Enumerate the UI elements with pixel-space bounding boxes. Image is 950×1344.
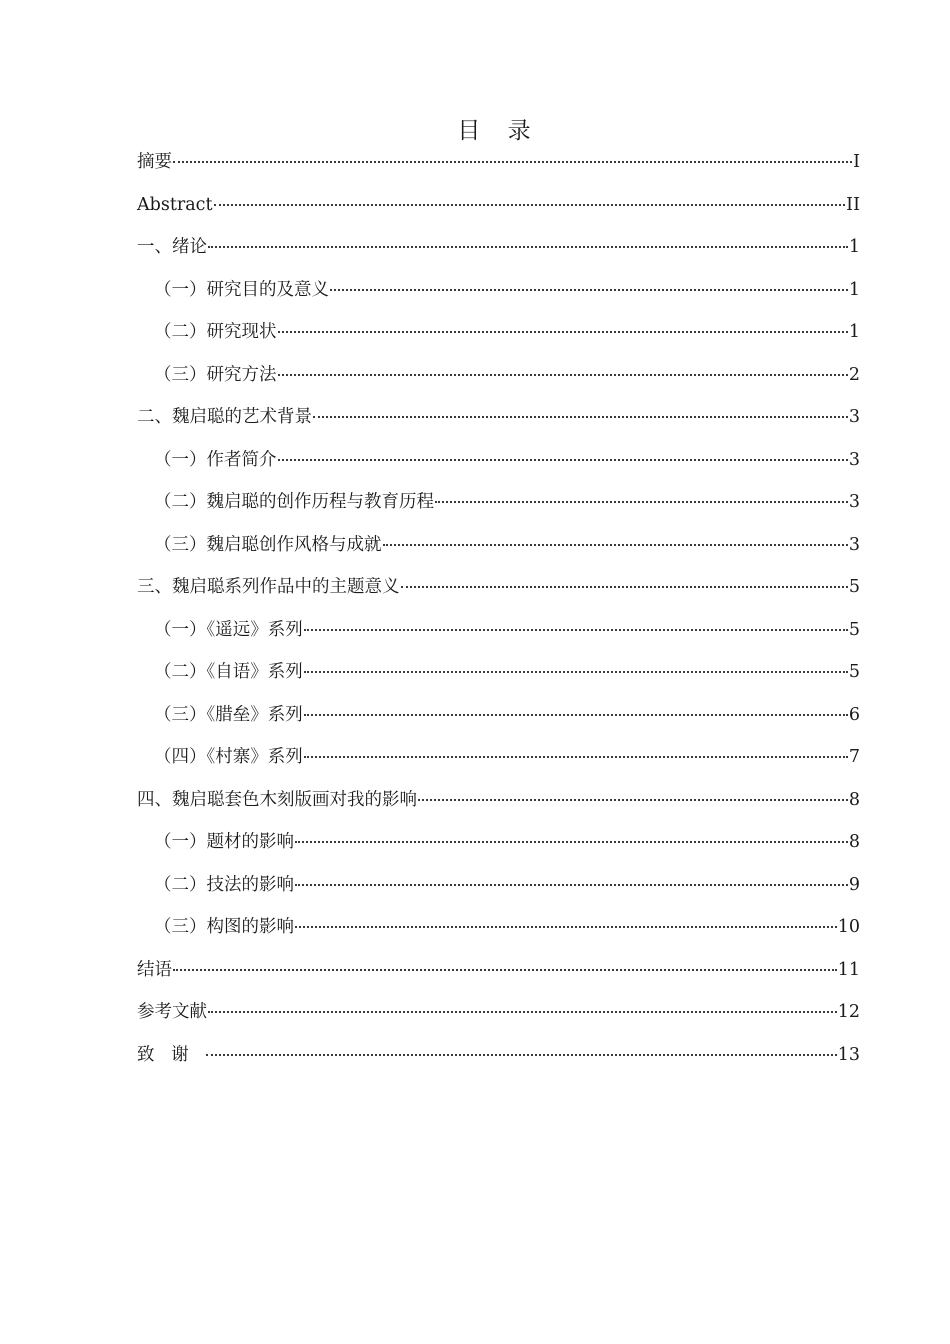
dot-leader: [206, 1053, 836, 1056]
toc-entry-title: （一）作者简介: [154, 449, 277, 470]
dot-leader: [278, 458, 848, 461]
toc-entry-page-number: 8: [848, 832, 860, 852]
dot-leader: [304, 713, 848, 716]
toc-entry-page-number: II: [846, 194, 860, 215]
toc-entry[interactable]: [137, 311, 860, 354]
toc-entry[interactable]: [137, 864, 860, 907]
table-of-contents: [137, 141, 860, 1076]
toc-entry[interactable]: [137, 991, 860, 1034]
toc-entry-title: 致谢: [137, 1044, 206, 1065]
dot-leader: [208, 1010, 837, 1013]
dot-leader: [330, 288, 848, 291]
toc-entry[interactable]: [137, 439, 860, 482]
dot-leader: [295, 883, 848, 886]
dot-leader: [313, 415, 848, 418]
dot-leader: [383, 543, 848, 546]
dot-leader: [295, 925, 837, 928]
toc-entry-title: （三）魏启聪创作风格与成就: [154, 534, 382, 555]
toc-entry-title: 三、魏启聪系列作品中的主题意义: [137, 577, 400, 597]
dot-leader: [173, 968, 837, 971]
dot-leader: [173, 160, 852, 163]
toc-entry[interactable]: [137, 269, 860, 312]
toc-entry-page-number: 1: [848, 279, 860, 300]
toc-entry-title: （一）研究目的及意义: [154, 279, 329, 300]
dot-leader: [304, 628, 848, 631]
toc-entry-page-number: 5: [848, 619, 860, 640]
toc-entry-title: 四、魏启聪套色木刻版画对我的影响: [137, 789, 417, 810]
dot-leader: [278, 330, 848, 333]
toc-entry[interactable]: [137, 779, 860, 822]
toc-entry-page-number: I: [853, 152, 860, 172]
page-title: 目 录: [457, 118, 541, 144]
toc-entry[interactable]: [137, 524, 860, 567]
toc-entry[interactable]: [137, 694, 860, 737]
toc-entry-title: 一、绪论: [137, 237, 207, 257]
toc-entry-page-number: 11: [837, 959, 860, 980]
toc-entry-title: 摘要: [137, 152, 172, 172]
toc-entry-page-number: 2: [848, 364, 860, 385]
toc-entry-title: （二）魏启聪的创作历程与教育历程: [154, 492, 434, 512]
toc-entry[interactable]: [137, 609, 860, 652]
dot-leader: [401, 585, 848, 588]
toc-entry-title: （二）《自语》系列: [154, 662, 303, 682]
toc-entry-title: 参考文献: [137, 1002, 207, 1022]
dot-leader: [435, 500, 848, 503]
toc-entry-page-number: 5: [848, 577, 860, 597]
toc-entry[interactable]: [137, 949, 860, 992]
toc-entry-title: （二）研究现状: [154, 322, 277, 342]
toc-entry[interactable]: [137, 736, 860, 779]
toc-entry[interactable]: [137, 226, 860, 269]
dot-leader: [295, 840, 848, 843]
dot-leader: [214, 203, 846, 206]
toc-entry[interactable]: [137, 481, 860, 524]
toc-entry-title: （一）《遥远》系列: [154, 619, 303, 640]
dot-leader: [418, 798, 848, 801]
toc-entry[interactable]: [137, 821, 860, 864]
toc-entry-page-number: 6: [848, 704, 860, 725]
toc-entry-title: （二）技法的影响: [154, 874, 294, 895]
toc-entry-page-number: 3: [848, 492, 860, 512]
toc-entry-page-number: 3: [848, 407, 860, 427]
toc-entry[interactable]: [137, 354, 860, 397]
toc-entry-page-number: 13: [837, 1044, 860, 1065]
toc-entry-title: 结语: [137, 959, 172, 980]
toc-entry-page-number: 1: [848, 237, 860, 257]
toc-entry-page-number: 3: [848, 449, 860, 470]
dot-leader: [304, 755, 848, 758]
toc-entry-page-number: 9: [848, 874, 860, 895]
toc-entry[interactable]: [137, 906, 860, 949]
toc-entry-page-number: 1: [848, 322, 860, 342]
toc-entry[interactable]: [137, 1034, 860, 1077]
toc-entry-title: （三）研究方法: [154, 364, 277, 385]
toc-entry[interactable]: [137, 651, 860, 694]
toc-entry-page-number: 7: [848, 747, 860, 767]
toc-entry-page-number: 12: [837, 1002, 860, 1022]
toc-entry-page-number: 5: [848, 662, 860, 682]
toc-entry-title: （四）《村寨》系列: [154, 747, 303, 767]
dot-leader: [304, 670, 848, 673]
toc-entry-title: （三）构图的影响: [154, 917, 294, 937]
toc-entry[interactable]: [137, 141, 860, 184]
toc-entry-title: （一）题材的影响: [154, 832, 294, 852]
toc-entry[interactable]: [137, 396, 860, 439]
toc-entry-title: （三）《腊垒》系列: [154, 704, 303, 725]
toc-entry-title: 二、魏启聪的艺术背景: [137, 407, 312, 427]
dot-leader: [208, 245, 848, 248]
toc-entry-page-number: 10: [837, 917, 860, 937]
toc-entry-page-number: 3: [848, 534, 860, 555]
toc-entry[interactable]: [137, 184, 860, 227]
dot-leader: [278, 373, 848, 376]
toc-entry-title: Abstract: [137, 194, 213, 215]
toc-entry[interactable]: [137, 566, 860, 609]
toc-entry-page-number: 8: [848, 789, 860, 810]
